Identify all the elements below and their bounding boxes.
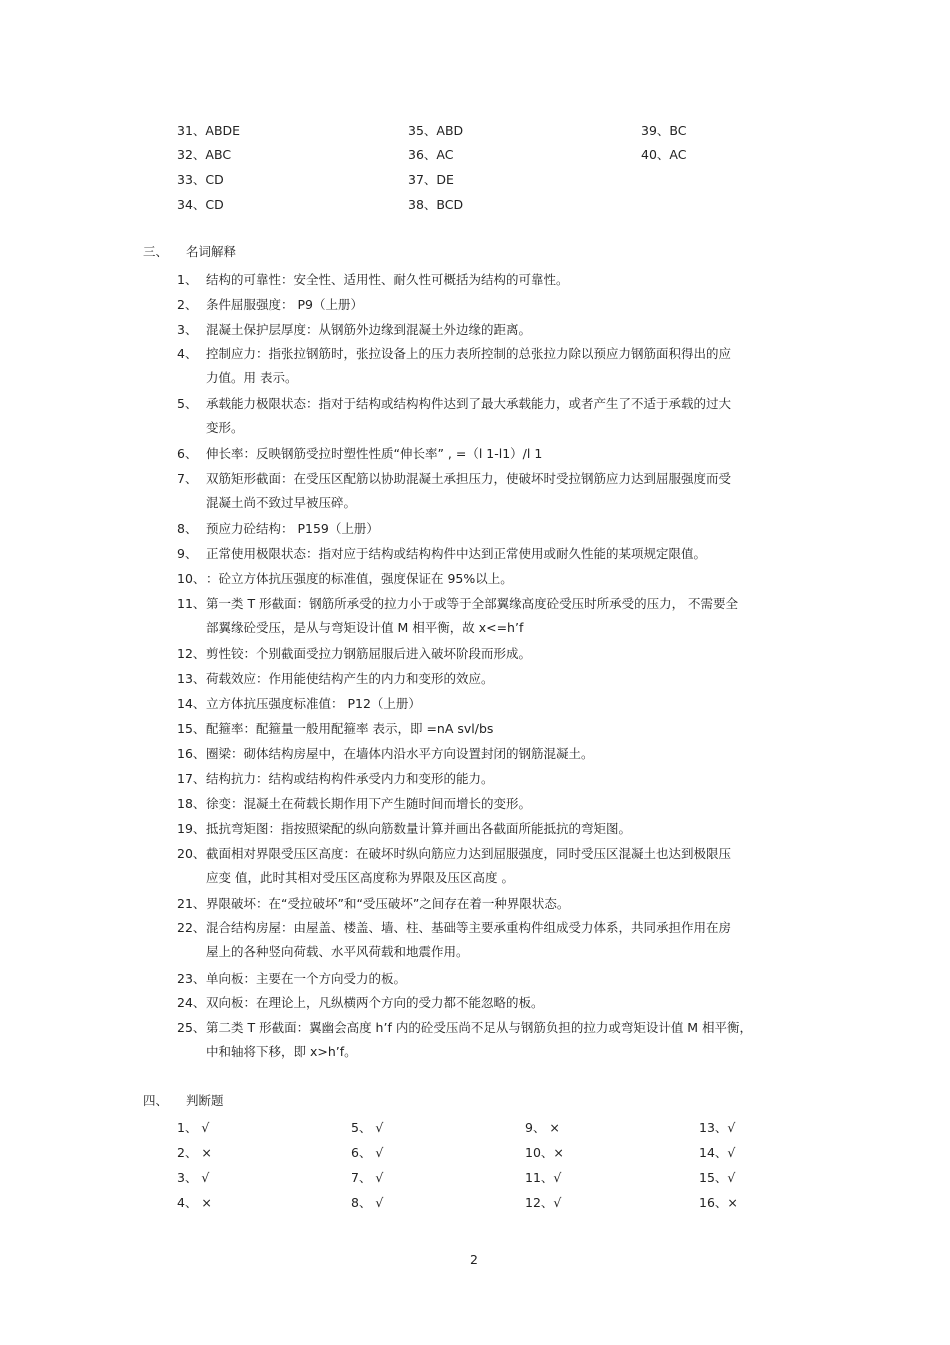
item-number: 24、 xyxy=(177,995,206,1010)
item-text: 界限破坏：在“受拉破坏”和“受压破坏”之间存在着一种界限状态。 xyxy=(206,896,570,911)
answer-item: 3、 √ xyxy=(177,1170,210,1185)
answer-item: 14、√ xyxy=(699,1145,736,1160)
answer-item: 37、DE xyxy=(408,172,454,187)
item-text: 荷载效应：作用能使结构产生的内力和变形的效应。 xyxy=(206,671,494,686)
section-title: 名词解释 xyxy=(186,244,237,259)
section-title: 判断题 xyxy=(186,1093,224,1108)
item-text: 截面相对界限受压区高度：在破坏时纵向筋应力达到屈服强度，同时受压区混凝土也达到极限压 xyxy=(206,846,732,861)
item-text: 抵抗弯矩图：指按照梁配的纵向筋数量计算并画出各截面所能抵抗的弯矩图。 xyxy=(206,821,632,836)
item-number: 12、 xyxy=(177,646,206,661)
answer-item: 40、AC xyxy=(641,147,687,162)
section-heading-terms xyxy=(143,244,236,260)
item-text: 圈梁：砌体结构房屋中，在墙体内沿水平方向设置封闭的钢筋混凝土。 xyxy=(206,746,594,761)
item-text: 承载能力极限状态：指对于结构或结构构件达到了最大承载能力，或者产生了不适于承载的过大 xyxy=(206,396,732,411)
answer-item: 38、BCD xyxy=(408,197,464,212)
answer-item: 13、√ xyxy=(699,1120,736,1135)
item-number: 19、 xyxy=(177,821,206,836)
answer-item: 39、BC xyxy=(641,123,687,138)
item-text-continued: 中和轴将下移，即 x>h’f。 xyxy=(206,1044,357,1059)
item-text-continued: 应变 值，此时其相对受压区高度称为界限及压区高度 。 xyxy=(206,870,514,885)
item-text: 结构抗力：结构或结构构件承受内力和变形的能力。 xyxy=(206,771,494,786)
item-number: 6、 xyxy=(177,446,198,461)
section-heading-true-false xyxy=(143,1093,224,1109)
answer-item: 12、√ xyxy=(525,1195,562,1210)
item-text-continued: 屋上的各种竖向荷载、水平风荷载和地震作用。 xyxy=(206,944,469,959)
item-text: 伸长率：反映钢筋受拉时塑性性质“伸长率” , =（l 1-l1）/l 1 xyxy=(206,446,543,461)
item-text: ：砼立方体抗压强度的标准值，强度保证在 95%以上。 xyxy=(206,571,513,586)
answer-item: 6、 √ xyxy=(351,1145,384,1160)
page-number: 2 xyxy=(470,1252,478,1267)
item-text: 剪性铰：个别截面受拉力钢筋屈服后进入破坏阶段而形成。 xyxy=(206,646,532,661)
item-text: 双筋矩形截面：在受压区配筋以协助混凝土承担压力，使破坏时受拉钢筋应力达到屈服强度而受 xyxy=(206,471,732,486)
item-number: 21、 xyxy=(177,896,206,911)
answer-item: 15、√ xyxy=(699,1170,736,1185)
item-text: 混合结构房屋：由屋盖、楼盖、墙、柱、基础等主要承重构件组成受力体系，共同承担作用在房 xyxy=(206,920,732,935)
item-text-continued: 混凝土尚不致过早被压碎。 xyxy=(206,495,357,510)
answer-item: 16、× xyxy=(699,1195,738,1210)
item-number: 14、 xyxy=(177,696,206,711)
answer-item: 8、 √ xyxy=(351,1195,384,1210)
item-text: 立方体抗压强度标准值： P12（上册） xyxy=(206,696,421,711)
answer-item: 34、CD xyxy=(177,197,224,212)
item-number: 23、 xyxy=(177,971,206,986)
item-number: 5、 xyxy=(177,396,198,411)
item-number: 25、 xyxy=(177,1020,206,1035)
item-number: 7、 xyxy=(177,471,198,486)
item-number: 2、 xyxy=(177,297,198,312)
item-text: 徐变：混凝土在荷载长期作用下产生随时间而增长的变形。 xyxy=(206,796,532,811)
item-number: 10、 xyxy=(177,571,206,586)
item-number: 22、 xyxy=(177,920,206,935)
item-number: 8、 xyxy=(177,521,198,536)
item-number: 3、 xyxy=(177,322,198,337)
item-number: 13、 xyxy=(177,671,206,686)
item-text: 混凝土保护层厚度：从钢筋外边缘到混凝土外边缘的距离。 xyxy=(206,322,532,337)
item-text-continued: 力值。用 表示。 xyxy=(206,370,298,385)
item-text: 预应力砼结构： P159（上册） xyxy=(206,521,379,536)
answer-item: 36、AC xyxy=(408,147,454,162)
item-text: 配箍率：配箍量一般用配箍率 表示，即 =nA svl/bs xyxy=(206,721,494,736)
item-number: 4、 xyxy=(177,346,198,361)
answer-item: 9、 × xyxy=(525,1120,560,1135)
item-text: 条件屈服强度： P9（上册） xyxy=(206,297,363,312)
item-number: 17、 xyxy=(177,771,206,786)
answer-item: 1、 √ xyxy=(177,1120,210,1135)
answer-item: 31、ABDE xyxy=(177,123,241,138)
item-number: 18、 xyxy=(177,796,206,811)
answer-item: 10、× xyxy=(525,1145,564,1160)
answer-item: 33、CD xyxy=(177,172,224,187)
item-number: 9、 xyxy=(177,546,198,561)
item-number: 1、 xyxy=(177,272,198,287)
section-number: 三、 xyxy=(143,244,169,259)
item-number: 20、 xyxy=(177,846,206,861)
section-number: 四、 xyxy=(143,1093,169,1108)
item-text-continued: 部翼缘砼受压，是从与弯矩设计值 M 相平衡，故 x<=h’f xyxy=(206,620,524,635)
item-text: 单向板：主要在一个方向受力的板。 xyxy=(206,971,407,986)
answer-item: 2、 × xyxy=(177,1145,212,1160)
item-text-continued: 变形。 xyxy=(206,420,244,435)
answer-item: 32、ABC xyxy=(177,147,232,162)
item-number: 16、 xyxy=(177,746,206,761)
item-number: 11、 xyxy=(177,596,206,611)
item-text: 结构的可靠性：安全性、适用性、耐久性可概括为结构的可靠性。 xyxy=(206,272,569,287)
answer-item: 35、ABD xyxy=(408,123,464,138)
item-text: 第一类 T 形截面：钢筋所承受的拉力小于或等于全部翼缘高度砼受压时所承受的压力， 不需要全 xyxy=(206,596,739,611)
item-text: 第二类 T 形截面：翼幽会高度 h’f 内的砼受压尚不足从与钢筋负担的拉力或弯矩设计值 M 相平衡， xyxy=(206,1020,753,1035)
answer-item: 4、 × xyxy=(177,1195,212,1210)
answer-item: 7、 √ xyxy=(351,1170,384,1185)
item-number: 15、 xyxy=(177,721,206,736)
item-text: 双向板：在理论上，凡纵横两个方向的受力都不能忽略的板。 xyxy=(206,995,544,1010)
answer-item: 5、 √ xyxy=(351,1120,384,1135)
item-text: 正常使用极限状态：指对应于结构或结构构件中达到正常使用或耐久性能的某项规定限值。 xyxy=(206,546,707,561)
answer-item: 11、√ xyxy=(525,1170,562,1185)
item-text: 控制应力：指张拉钢筋时，张拉设备上的压力表所控制的总张拉力除以预应力钢筋面积得出的应 xyxy=(206,346,732,361)
